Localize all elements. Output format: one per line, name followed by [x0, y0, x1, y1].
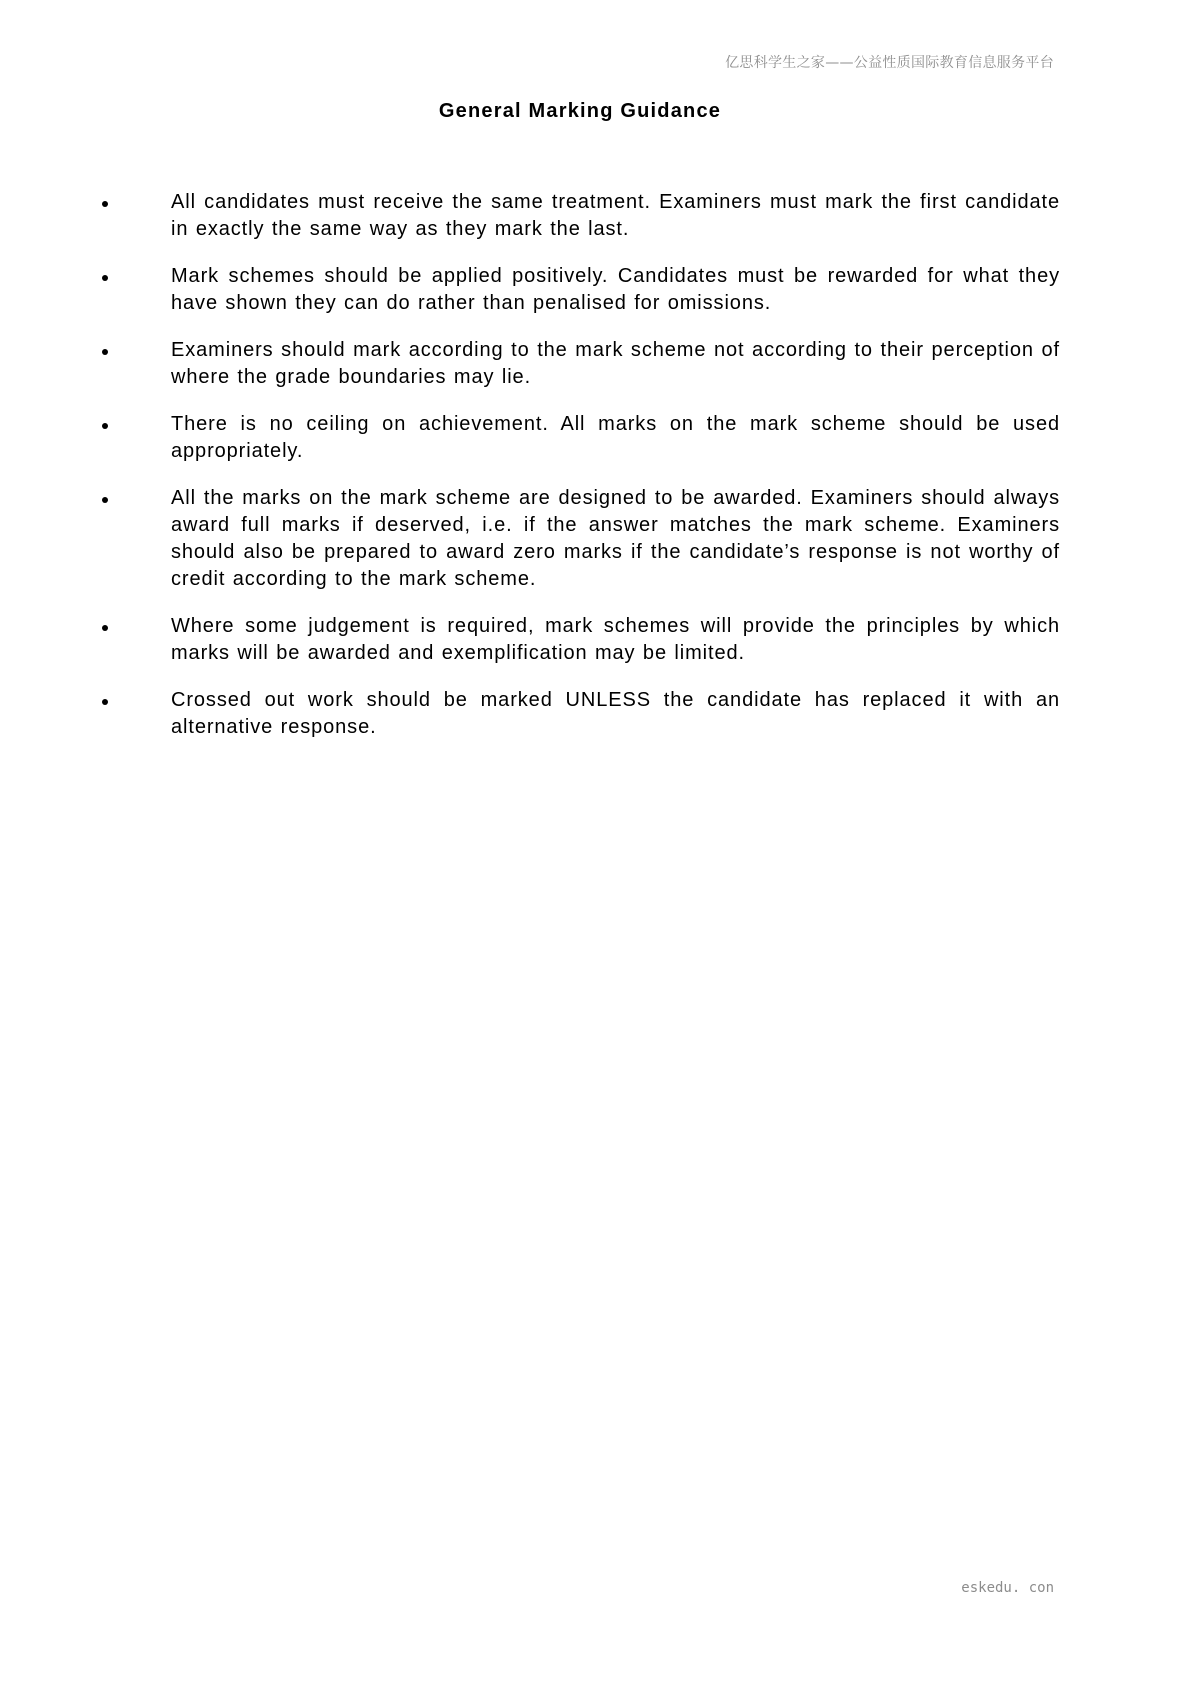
list-item-text: Mark schemes should be applied positively. Candidates must be rewarded for what they have shown they can do rather than penalised for omissions.	[171, 265, 1060, 314]
bullet-icon	[102, 625, 108, 631]
bullet-icon	[102, 349, 108, 355]
list-item-text: All candidates must receive the same treatment. Examiners must mark the first candidate in exactly the same way as they mark the last.	[171, 191, 1060, 240]
bullet-icon	[102, 423, 108, 429]
bullet-icon	[102, 275, 108, 281]
bullet-icon	[102, 497, 108, 503]
footer-site-mark: eskedu. con	[961, 1580, 1054, 1596]
list-item	[92, 263, 1060, 317]
page-title: General Marking Guidance	[438, 100, 722, 122]
list-item-text: Examiners should mark according to the mark scheme not according to their perception of where the grade boundaries may lie.	[171, 339, 1060, 388]
guidance-list	[92, 189, 1060, 761]
list-item-text: Crossed out work should be marked UNLESS the candidate has replaced it with an alternative response.	[171, 689, 1060, 738]
list-item-text: All the marks on the mark scheme are designed to be awarded. Examiners should always award full marks if deserved, i.e. if the answer matches the mark scheme. Examiners should also be prepared to award zero marks if the candidate’s response is not worthy of credit according to the mark scheme.	[171, 487, 1060, 590]
list-item	[92, 687, 1060, 741]
list-item	[92, 485, 1060, 593]
list-item	[92, 411, 1060, 465]
list-item	[92, 189, 1060, 243]
watermark-header: 亿思科学生之家——公益性质国际教育信息服务平台	[725, 55, 1054, 71]
list-item-text: There is no ceiling on achievement. All marks on the mark scheme should be used appropriately.	[171, 413, 1060, 462]
list-item-text: Where some judgement is required, mark schemes will provide the principles by which marks will be awarded and exemplification may be limited.	[171, 615, 1060, 664]
bullet-icon	[102, 699, 108, 705]
list-item	[92, 337, 1060, 391]
list-item	[92, 613, 1060, 667]
bullet-icon	[102, 201, 108, 207]
